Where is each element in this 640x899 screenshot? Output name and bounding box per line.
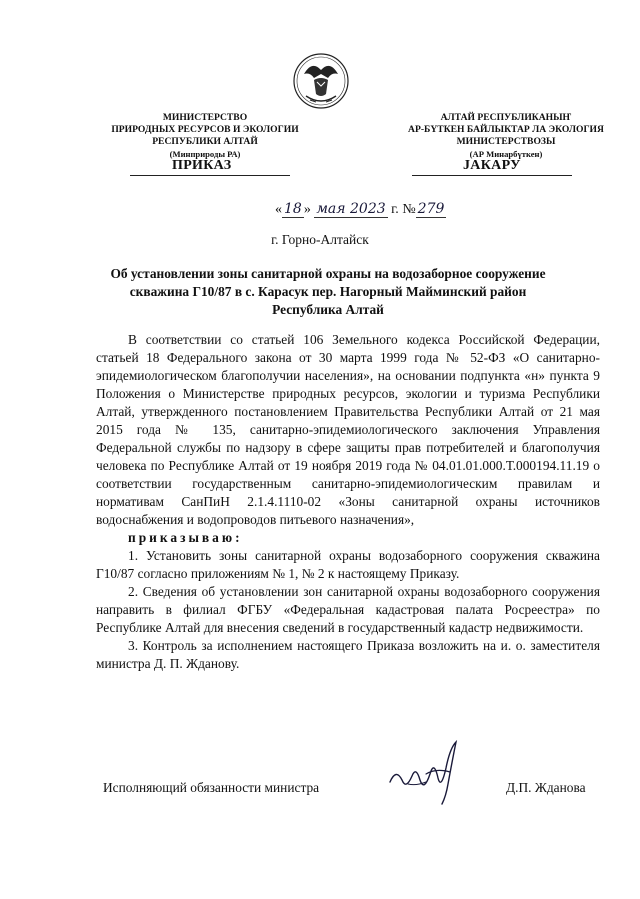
divider-right <box>412 175 572 176</box>
header-right-line: АЛТАЙ РЕСПУБЛИКАНЫҤ <box>440 112 572 123</box>
header-right-line: АР-БҮТКЕН БАЙЛЫКТАР ЛА ЭКОЛОГИЯ <box>408 124 604 135</box>
signatory-position: Исполняющий обязанности министра <box>103 780 320 795</box>
document-body <box>96 331 600 673</box>
header-right-abbrev: (АР Минарбүткен) <box>469 149 543 159</box>
header-left-line: МИНИСТЕРСТВО <box>162 112 248 123</box>
order-label-russian: ПРИКАЗ <box>172 158 232 173</box>
preamble-paragraph: В соответствии со статьей 106 Земельного кодекса Российской Федерации, статьей 18 Федерального закона от 30 марта 1999 года № 52-ФЗ «О санитарно-эпидемиологическом благополучии населения», на основании подпункта «н» пункта 9 Положения о Министерстве природных ресурсов, экологии и туризма Республики Алтай, утвержденного постановлением Правительства Республики Алтай от 21 мая 2015 года № 135, санитарно-эпидемиологического заключения Управления Федеральной службы по надзору в сфере защиты прав потребителей и благополучия человека по Республике Алтай от 19 ноября 2019 года № 04.01.01.000.Т.000194.11.19 о соответствии государственным санитарно-эпидемиологическим правилам и нормативам СанПиН 2.1.4.1110-02 «Зоны санитарной охраны источников водоснабжения и водопроводов питьевого назначения», <box>96 332 600 527</box>
date-quote-open: « <box>275 202 282 217</box>
order-number: 279 <box>417 201 445 217</box>
decree-word: приказываю: <box>128 530 243 545</box>
order-item-3: 3. Контроль за исполнением настоящего Приказа возложить на и. о. заместителя министра Д. П. Жданову. <box>96 638 600 671</box>
title-line: Республика Алтай <box>272 302 384 317</box>
ministry-name-altai <box>386 112 626 160</box>
header-left-line: ПРИРОДНЫХ РЕСУРСОВ И ЭКОЛОГИИ <box>111 124 299 135</box>
header-left-line: РЕСПУБЛИКИ АЛТАЙ <box>152 136 258 147</box>
ministry-name-russian <box>90 112 320 160</box>
order-label-altai: ЈАКАРУ <box>463 158 521 173</box>
number-sign: № <box>402 202 416 217</box>
document-title <box>98 265 558 319</box>
header-right-line: МИНИСТЕРСТВОЗЫ <box>456 136 556 147</box>
city-name: г. Горно-Алтайск <box>271 232 369 247</box>
date-number-line <box>275 201 446 218</box>
date-month-year: мая 2023 <box>316 201 386 217</box>
date-day: 18 <box>284 201 302 217</box>
header-left-abbrev: (Минприроды РА) <box>169 149 241 159</box>
date-year-suffix: г. <box>391 202 399 217</box>
date-quote-close: » <box>303 202 311 217</box>
handwritten-signature <box>386 738 468 808</box>
divider-left <box>130 175 290 176</box>
title-line: Об установлении зоны санитарной охраны на водозаборное сооружение <box>110 266 546 281</box>
coat-of-arms-emblem <box>292 50 350 112</box>
title-line: скважина Г10/87 в с. Карасук пер. Нагорный Майминский район <box>129 284 527 299</box>
order-item-1: 1. Установить зоны санитарной охраны водозаборного сооружения скважина Г10/87 согласно приложениям № 1, № 2 к настоящему Приказу. <box>96 548 600 581</box>
signatory-name: Д.П. Жданова <box>506 780 586 795</box>
order-item-2: 2. Сведения об установлении зон санитарной охраны водозаборного сооружения направить в филиал ФГБУ «Федеральная кадастровая палата Росреестра» по Республике Алтай для внесения сведений в государственный кадастр недвижимости. <box>96 584 600 635</box>
